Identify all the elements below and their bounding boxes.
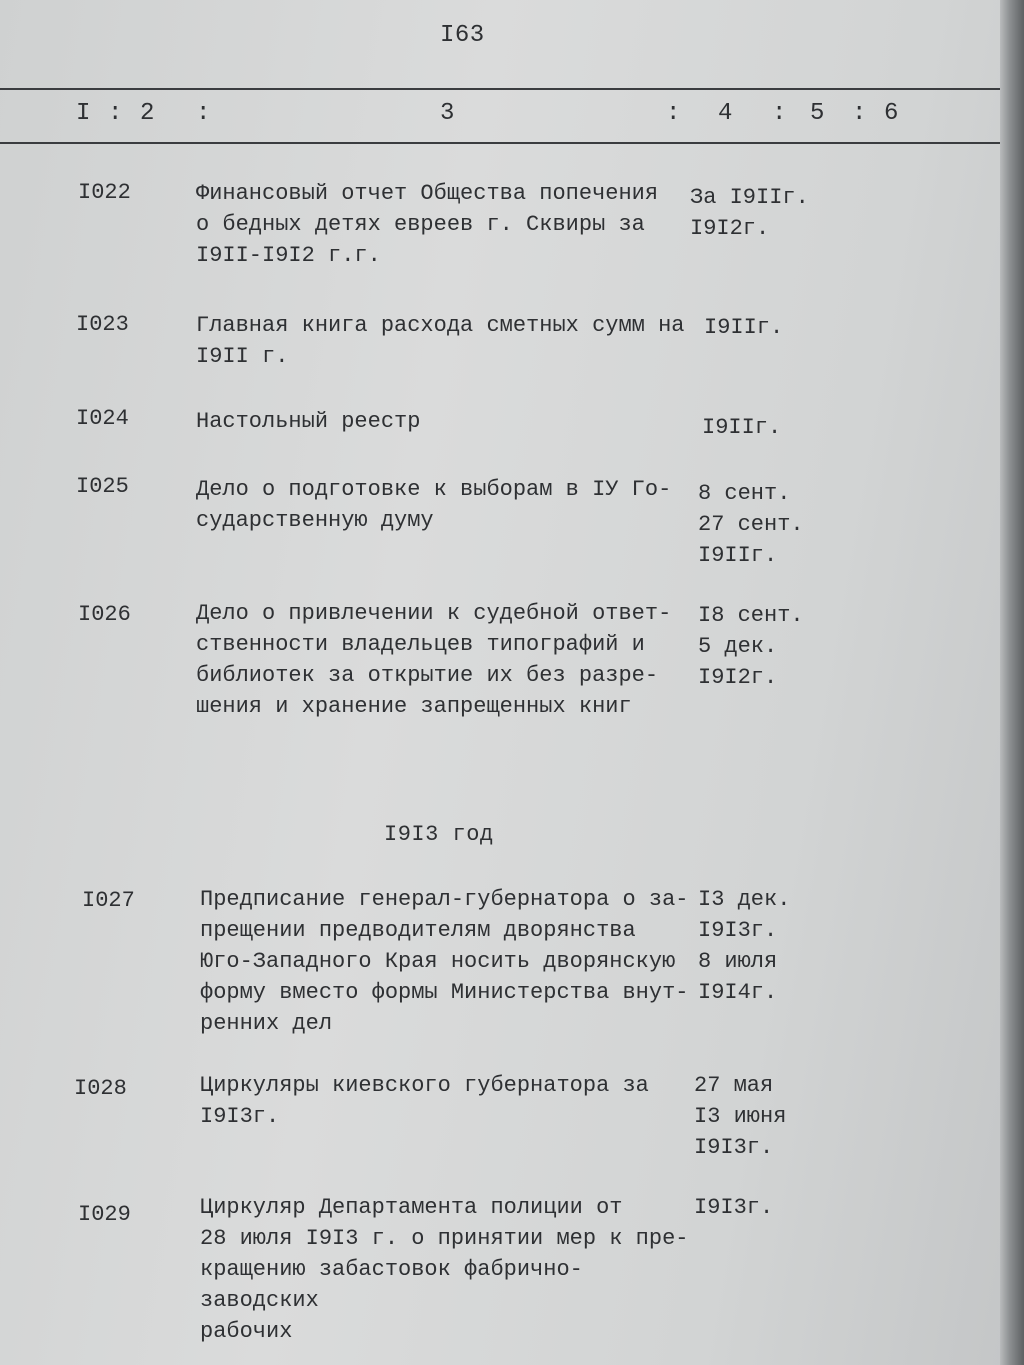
column-marker-1: I xyxy=(76,100,91,127)
entry-dates: 8 сент. 27 сент. I9IIг. xyxy=(698,481,804,568)
column-marker-6: 6 xyxy=(884,100,899,127)
entry-number: I028 xyxy=(74,1076,127,1101)
column-separator: : xyxy=(852,100,867,127)
entry-title: Предписание генерал-губернатора о за- прещении предводителям дворянства Юго-Западного Края носить дворянскую форму вместо формы Министерства внут- ренних дел xyxy=(200,887,689,1036)
entry-title: Циркуляр Департамента полиции от 28 июля I9I3 г. о принятии мер к пре- кращению забастовок фабрично-заводских рабочих xyxy=(200,1195,689,1344)
entry-number: I027 xyxy=(82,888,135,913)
entry-dates: 27 мая I3 июня I9I3г. xyxy=(694,1073,787,1160)
entry-dates: За I9IIг. I9I2г. xyxy=(690,185,809,241)
page-number: I63 xyxy=(440,22,485,49)
entry-number: I025 xyxy=(76,474,129,499)
column-marker-4: 4 xyxy=(718,100,733,127)
header-rule-bottom xyxy=(0,142,1000,144)
entry-dates: I9IIг. xyxy=(702,415,782,440)
entry-title: Дело о подготовке к выборам в IУ Го- сударственную думу xyxy=(196,477,672,533)
entry-title: Дело о привлечении к судебной ответ- ственности владельцев типографий и библиотек за открытие их без разре- шения и хранение запрещенных книг xyxy=(196,601,672,719)
year-heading: I9I3 год xyxy=(384,822,494,847)
column-marker-5: 5 xyxy=(810,100,825,127)
entry-title: Финансовый отчет Общества попечения о бедных детях евреев г. Сквиры за I9II-I9I2 г.г. xyxy=(196,181,659,268)
entry-number: I026 xyxy=(78,602,131,627)
header-rule-top xyxy=(0,88,1000,90)
entry-title: Главная книга расхода сметных сумм на I9II г. xyxy=(196,313,685,369)
entry-dates: I8 сент. 5 дек. I9I2г. xyxy=(698,603,804,690)
column-separator: : xyxy=(196,100,211,127)
column-separator: : xyxy=(772,100,787,127)
entry-number: I024 xyxy=(76,406,129,431)
column-separator: : xyxy=(666,100,681,127)
entry-number: I023 xyxy=(76,312,129,337)
entry-dates: I9IIг. xyxy=(704,315,784,340)
column-separator: : xyxy=(108,100,123,127)
entry-number: I029 xyxy=(78,1202,131,1227)
column-marker-2: 2 xyxy=(140,100,155,127)
entry-dates: I9I3г. xyxy=(694,1195,774,1220)
page-edge-shadow xyxy=(1000,0,1024,1365)
entry-dates: I3 дек. I9I3г. 8 июля I9I4г. xyxy=(698,887,791,1005)
column-marker-3: 3 xyxy=(440,100,455,127)
entry-number: I022 xyxy=(78,180,131,205)
entry-title: Циркуляры киевского губернатора за I9I3г. xyxy=(200,1073,649,1129)
entry-title: Настольный реестр xyxy=(196,409,421,434)
